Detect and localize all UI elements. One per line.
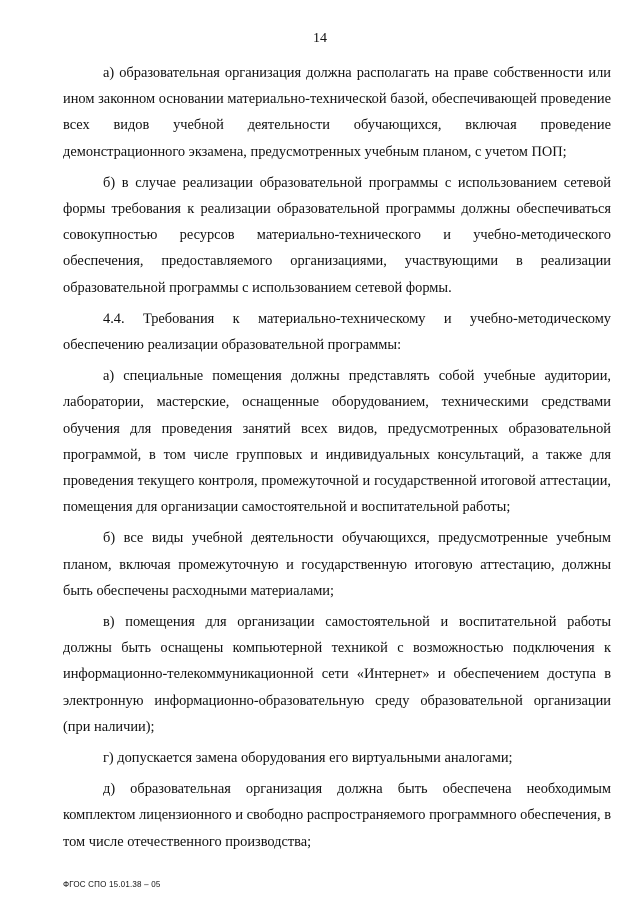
paragraph-b-network-form: б) в случае реализации образовательной программы с использованием сетевой формы требования к реализации образовательной программы должны обеспечиваться совокупностью ресурсов материально-технического и учебно-методического обеспечения, предоставляемого организациями, участвующими в реализации образовательной программы с использованием сетевой формы. [63,174,611,296]
paragraph-a-material-base: а) образовательная организация должна располагать на праве собственности или ином законном основании материально-технической базой, обеспечивающей проведение всех видов учебной деятельности обучающихся, включая проведение демонстрационного экзамена, предусмотренных учебным планом, с учетом ПОП; [63,65,611,160]
paragraph-b-consumables: б) все виды учебной деятельности обучающихся, предусмотренные учебным планом, включая промежуточную и государственную итоговую аттестацию, должны быть обеспечены расходными материалами; [63,530,611,599]
paragraph-a-special-rooms: а) специальные помещения должны представлять собой учебные аудитории, лаборатории, мастерские, оснащенные оборудованием, техническими средствами обучения для проведения занятий всех видов, предусмотренных образовательной программой, в том числе групповых и индивидуальных консультаций, а также для проведения текущего контроля, промежуточной и государственной итоговой аттестации, помещения для организации самостоятельной и воспитательной работы; [63,368,611,516]
section-4-4-heading: 4.4. Требования к материально-техническому и учебно-методическому обеспечению реализации образовательной программы: [63,310,611,354]
paragraph-d-software: д) образовательная организация должна быть обеспечена необходимым комплектом лицензионного и свободно распространяемого программного обеспечения, в том числе отечественного производства; [63,781,611,850]
page-number: 14 [313,31,327,46]
document-body [63,60,611,860]
paragraph-g-virtual-analogs: г) допускается замена оборудования его виртуальными аналогами; [103,750,513,767]
paragraph-v-computer-equipment: в) помещения для организации самостоятельной и воспитательной работы должны быть оснащены компьютерной техникой с возможностью подключения к информационно-телекоммуникационной сети «Интернет» и обеспечением доступа в электронную информационно-образовательную среду образовательной организации (при наличии); [63,614,611,735]
document-footer-code: ФГОС СПО 15.01.38 – 05 [63,880,161,889]
